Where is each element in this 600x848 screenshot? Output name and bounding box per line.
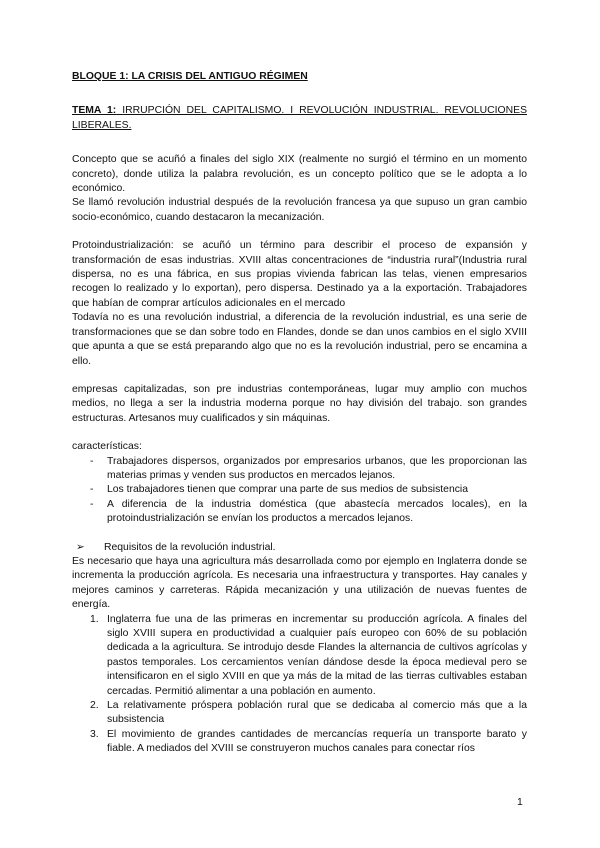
requirements-heading-text: Requisitos de la revolución industrial. [104,541,276,553]
list-item: - Trabajadores dispersos, organizados por empresarios urbanos, que les proporcionan las materias primas y venden sus productos en mercados lejanos. [90,455,527,484]
item-number: 3. [90,728,99,740]
item-text: La relativamente próspera población rural que se dedicaba al comercio más que a la subsistencia [107,700,527,726]
item-text: El movimiento de grandes cantidades de mercancías requería un transporte barato y fiable. A mediados del XVIII se construyeron muchos canales para conectar ríos [107,728,527,755]
list-item [90,728,527,757]
arrow-bullet-icon: ➢ [76,541,85,553]
item-number: 1. [90,613,99,625]
characteristics-list [72,455,527,527]
list-item: - Los trabajadores tienen que comprar una parte de sus medios de subsistencia [90,483,527,497]
paragraph-requirements: Es necesario que haya una agricultura más desarrollada como por ejemplo en Inglaterra donde se incrementa la producción agrícola. Es necesaria una infraestructura y transportes. Hay canales y mejores caminos y carreteras. Rápida mecanización y una utilización de nuevas fuentes de energía. [72,555,527,611]
item-text: Inglaterra fue una de las primeras en incrementar su producción agrícola. A finales del siglo XVIII supera en productividad a cualquier país europeo con 60% de su población dedicada a la agricultura. Se introdujo desde Flandes la alternancia de cultivos agrícolas y pastos temporales. Los cercamientos venían dándose desde la época medieval pero se intensificaron en el siglo XVIII en que ya más de la mitad de las tierras cultivables estaban cercadas. Permitió alimentar a una población en aumento. [107,613,527,697]
list-item [90,613,527,699]
item-number: 2. [90,700,99,712]
list-item: - A diferencia de la industria doméstica (que abastecía mercados locales), en la protoindustrialización se envían los productos a mercados lejanos. [90,498,527,527]
document-page [72,70,527,757]
numbered-list [72,613,527,757]
paragraph-not-yet-revolution: Todavía no es una revolución industrial, a diferencia de la revolución industrial, es una serie de transformaciones que se dan sobre todo en Flandes, donde se dan unos cambios en el siglo XVIII que apunta a que se está preparando algo que no es la revolución industrial, pero se encamina a ello. [72,312,527,367]
topic-text: IRRUPCIÓN DEL CAPITALISMO. I REVOLUCIÓN INDUSTRIAL. REVOLUCIONES LIBERALES. [72,105,527,131]
list-item [90,699,527,728]
paragraph-name-origin: Se llamó revolución industrial después de la revolución francesa ya que supuso un gran cambio socio-económico, cuando destacaron la mecanización. [72,197,527,223]
requirements-heading [72,541,527,555]
paragraph-capitalized-companies: empresas capitalizadas, son pre industrias contemporáneas, lugar muy amplio con muchos medios, no llega a ser la industria moderna porque no hay división del trabajo. son grandes estructuras. Artesanos muy cualificados y sin máquinas. [72,383,527,424]
paragraph-protoindustrialization: Protoindustrialización: se acuñó un término para describir el proceso de expansión y transformación de esas industrias. XVIII altas concentraciones de “industria rural”(Industria rural dispersa, no es una fábrica, en sus propias vivienda fabrican las telas, vienen empresarios recogen lo realizado y lo exportan), pero dispersa. Destinado ya a la exportación. Trabajadores que habían de comprar artículos adicionales en el mercado [72,240,527,309]
topic-label: TEMA 1: [72,105,117,117]
paragraph-concept: Concepto que se acuñó a finales del siglo XIX (realmente no surgió el término en un momento concreto), donde utiliza la palabra revolución, es un concepto político que se le adopta a lo económico. [72,154,527,195]
page-number: 1 [517,797,523,808]
block-title: BLOQUE 1: LA CRISIS DEL ANTIGUO RÉGIMEN [72,71,308,82]
topic-heading [72,104,527,133]
characteristics-label: características: [72,441,142,453]
